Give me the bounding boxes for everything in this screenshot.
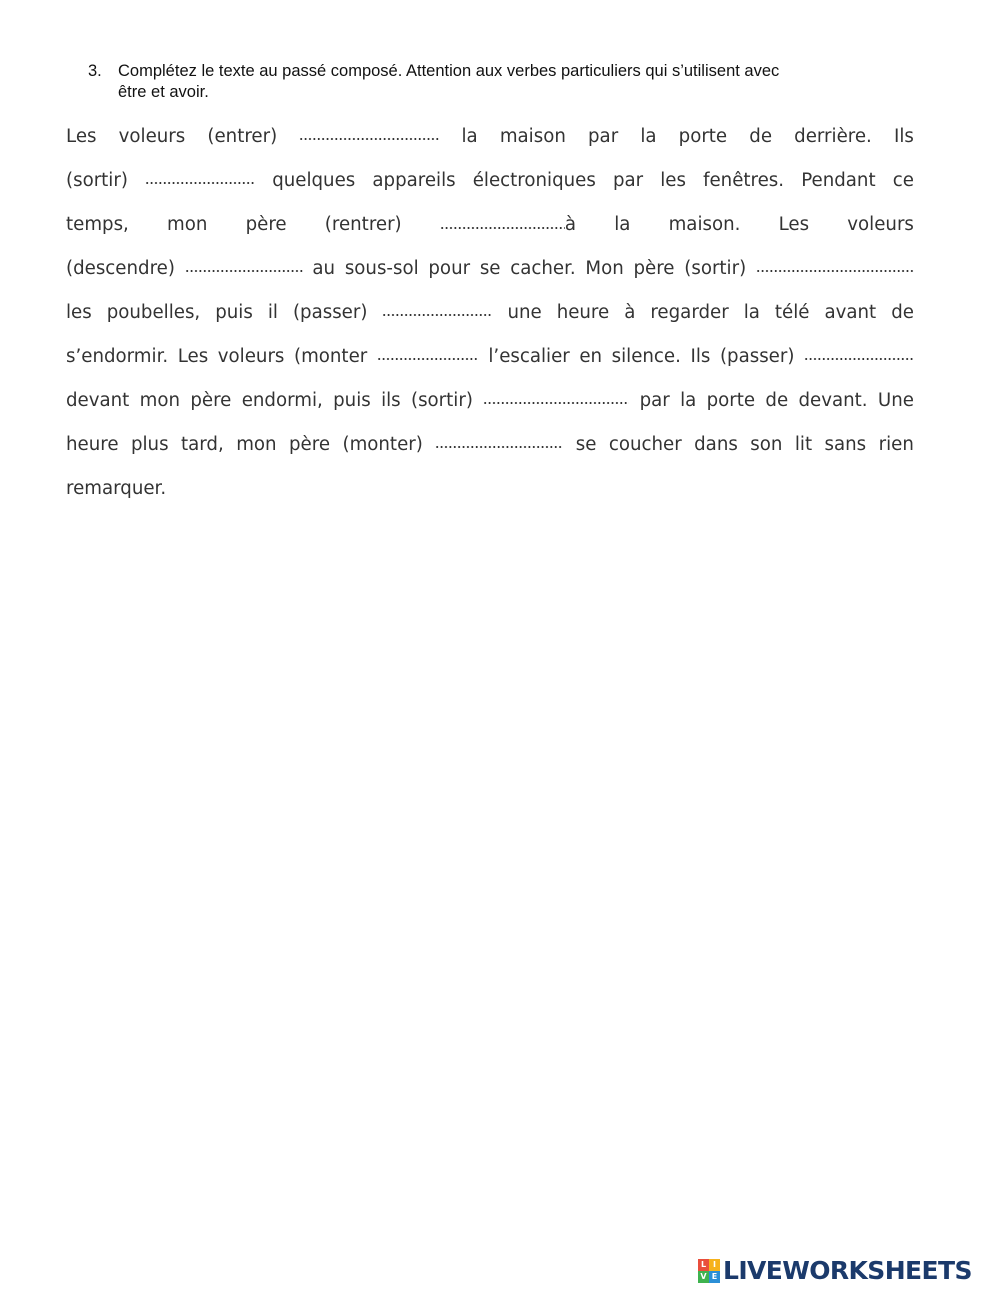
word: par [588,126,619,147]
instruction-line-2: être et avoir. [118,83,209,101]
word: par [612,170,644,191]
word: (passer) [292,302,368,323]
word: devant. [798,390,868,411]
word: Ils [893,126,914,147]
word: se [479,258,501,279]
word: à [564,214,577,235]
word: les [660,170,686,191]
word: de [765,390,789,411]
word: puis [215,302,253,323]
word: (sortir) [410,390,473,411]
word: de [891,302,914,323]
word: les [66,302,92,323]
word: puis [333,390,371,411]
logo-letter-i: I [709,1259,720,1271]
word: mon [167,214,208,235]
word: (monter) [342,434,423,455]
word: au [312,258,336,279]
word: endormi, [241,390,323,411]
word: par [639,390,670,411]
word: porte [678,126,728,147]
liveworksheets-logo-text: LIVEWORKSHEETS [723,1256,972,1285]
word: la [640,126,657,147]
word: (rentrer) [324,214,402,235]
logo-letter-v: V [698,1271,709,1283]
word: sous-sol [344,258,419,279]
word: remarquer. [66,478,167,499]
exercise-line-6 [66,339,914,383]
answer-blank-descendre[interactable] [185,251,303,273]
word: il [267,302,278,323]
word: (sortir) [66,170,128,191]
word: heure [556,302,610,323]
word: l’escalier [488,346,570,367]
word: (monter [293,346,368,367]
word: Mon [585,258,624,279]
word: lit [794,434,813,455]
word: Les [778,214,810,235]
word: s’endormir. [66,346,169,367]
word: tard, [181,434,224,455]
instruction-line-1: Complétez le texte au passé composé. Attention aux verbes particuliers qui s’utilisent avec [118,62,780,80]
word: son [750,434,783,455]
word: poubelles, [106,302,201,323]
word: télé [774,302,810,323]
word: plus [130,434,169,455]
word: mon [139,390,181,411]
word: derrière. [794,126,872,147]
word: voleurs [847,214,914,235]
blank-group [440,207,576,251]
exercise-line-7 [66,383,914,427]
word: heure [66,434,119,455]
word: pour [428,258,471,279]
word: père [190,390,232,411]
answer-blank-monter-2[interactable] [435,427,563,449]
word: à [624,302,636,323]
word: la [614,214,631,235]
word: se [575,434,597,455]
word: de [749,126,773,147]
answer-blank-monter-1[interactable] [377,339,479,361]
word: sans [824,434,867,455]
answer-blank-entrer[interactable] [299,119,439,141]
word: une [507,302,542,323]
word: porte [706,390,756,411]
word: ce [892,170,914,191]
word: la [680,390,697,411]
word: père [245,214,287,235]
exercise-line-2 [66,163,914,207]
answer-blank-sortir-1[interactable] [145,163,255,185]
liveworksheets-logo [698,1257,972,1285]
word: cacher. [510,258,576,279]
instruction [88,61,918,103]
word: Ils [690,346,711,367]
word: (sortir) [684,258,747,279]
answer-blank-sortir-2[interactable] [756,251,914,273]
word: regarder [650,302,729,323]
word: (descendre) [66,258,175,279]
word: temps, [66,214,129,235]
word: avant [824,302,877,323]
word: (passer) [719,346,795,367]
word: ils [381,390,401,411]
word: coucher [608,434,682,455]
word: appareils [372,170,456,191]
liveworksheets-logo-icon [698,1259,720,1283]
exercise-line-1 [66,119,914,163]
word: devant [66,390,130,411]
logo-letter-l: L [698,1259,709,1271]
word: électroniques [472,170,596,191]
answer-blank-sortir-3[interactable] [483,383,629,405]
word: Les [177,346,209,367]
word: père [633,258,675,279]
word: en [579,346,603,367]
exercise-line-3 [66,207,914,251]
exercise-line-8 [66,427,914,471]
word: la [461,126,478,147]
word: père [289,434,331,455]
word: Les [66,126,97,147]
word: mon [236,434,277,455]
instruction-number: 3. [88,62,102,80]
word: Une [877,390,914,411]
logo-letter-e: E [709,1271,720,1283]
exercise-line-9 [66,471,914,515]
word: fenêtres. [703,170,785,191]
word: la [743,302,760,323]
answer-blank-passer-2[interactable] [804,339,914,361]
answer-blank-rentrer[interactable] [440,208,565,230]
instruction-text [118,61,918,103]
word: dans [694,434,738,455]
word: silence. [611,346,681,367]
word: maison [499,126,566,147]
word: voleurs [217,346,285,367]
word: rien [878,434,914,455]
exercise-line-5 [66,295,914,339]
exercise-line-4 [66,251,914,295]
word: quelques [272,170,356,191]
word: Pendant [801,170,876,191]
exercise-text [66,119,914,515]
word: (entrer) [207,126,278,147]
word: voleurs [118,126,186,147]
word: maison. [668,214,741,235]
answer-blank-passer-1[interactable] [382,295,492,317]
